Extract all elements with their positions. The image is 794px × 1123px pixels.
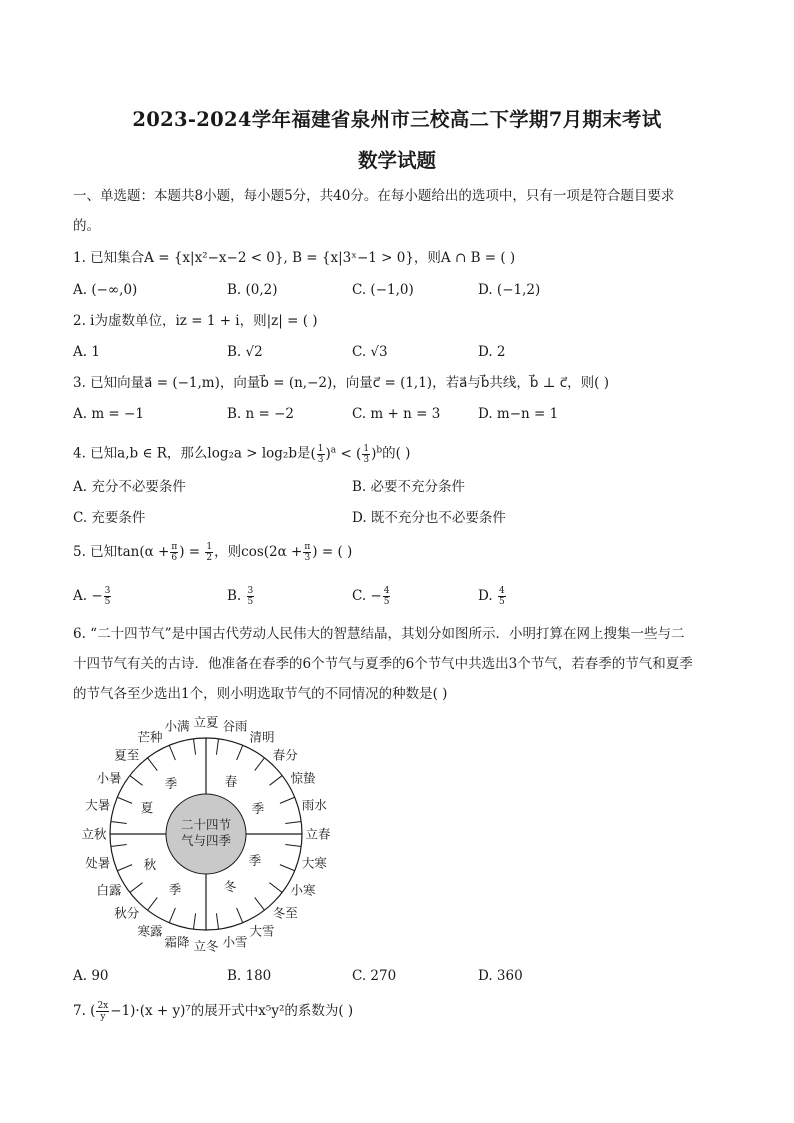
season-label-summer: 夏: [140, 800, 154, 815]
season-label-spring: 春: [224, 774, 238, 789]
section-heading-cont: 的。: [73, 218, 100, 234]
tick-mark: [169, 908, 175, 923]
tick-mark: [193, 739, 195, 755]
solar-terms-diagram: [76, 714, 336, 954]
page-subtitle: 数学试题: [357, 149, 436, 172]
question-5-option-d: D. $\frac{4}{5}$: [478, 586, 505, 607]
question-1-option-b: B. (0,2): [227, 282, 278, 298]
tick-mark: [280, 865, 295, 871]
tick-mark: [285, 821, 301, 823]
question-6-line-3: 的节气各至少选出1个，则小明选取节气的不同情况的种数是( ): [73, 686, 448, 702]
tick-mark: [193, 913, 195, 929]
tick-mark: [255, 758, 265, 771]
season-label-spring-ji: 季: [251, 801, 265, 816]
power-expression: ( $\frac{1}{3}$ )$^a$ < ( $\frac{1}{3}$ )$^b$: [310, 443, 383, 465]
question-5-option-a: A. − $\frac{3}{5}$: [73, 586, 111, 607]
solar-term-label: 小暑: [96, 770, 122, 786]
solar-term-label: 小雪: [222, 934, 248, 950]
tick-mark: [130, 776, 143, 786]
solar-term-label: 大寒: [301, 855, 327, 871]
solar-term-label: 冬至: [272, 905, 298, 921]
question-1-option-d: D. (−1,2): [478, 282, 541, 298]
question-4-option-a: A. 充分不必要条件: [73, 479, 186, 495]
question-6-option-c: C. 270: [352, 968, 397, 984]
tick-mark: [130, 883, 143, 893]
question-2-option-b: B. √2: [227, 344, 263, 360]
tick-mark: [216, 913, 218, 929]
solar-term-label: 寒露: [137, 923, 163, 939]
question-6-option-d: D. 360: [478, 968, 523, 984]
center-label-line-1: 二十四节: [180, 817, 232, 832]
solar-term-label: 秋分: [114, 905, 140, 921]
solar-term-label: 小寒: [290, 882, 316, 898]
solar-term-label: 立春: [305, 826, 331, 842]
question-1-option-c: C. (−1,0): [352, 282, 414, 298]
question-4-stem: 4. 已知a,b ∈ R，那么log₂a > log₂b是( $\frac{1}{3}$ )$^a$ < ( $\frac{1}{3}$ )$^b$的( ): [73, 443, 411, 465]
season-label-winter-ji-top: 季: [248, 853, 262, 868]
solar-term-label: 芒种: [137, 729, 163, 745]
solar-term-label: 惊蛰: [290, 770, 316, 786]
question-2-option-d: D. 2: [478, 344, 506, 360]
tick-mark: [237, 908, 243, 923]
tick-mark: [117, 797, 132, 803]
question-1-stem: 1. 已知集合A = {x|x²−x−2 < 0}, B = {x|3ˣ−1 > 0}，则A ∩ B = ( ): [73, 250, 516, 266]
question-6-option-a: A. 90: [73, 968, 109, 984]
question-4-option-c: C. 充要条件: [73, 510, 146, 526]
question-6-option-b: B. 180: [227, 968, 272, 984]
season-label-winter: 冬: [223, 879, 237, 894]
question-3-stem: 3. 已知向量a⃗ = (−1,m)，向量b⃗ = (n,−2)，向量c⃗ = (1,1)，若a⃗与b⃗共线，b⃗ ⊥ c⃗，则( ): [73, 375, 610, 391]
tick-mark: [285, 844, 301, 846]
season-label-autumn: 秋: [143, 857, 157, 872]
solar-term-label: 白露: [96, 882, 122, 898]
question-4-option-b: B. 必要不充分条件: [352, 479, 466, 495]
page-title: 2023-2024学年福建省泉州市三校高二下学期7月期末考试: [132, 108, 662, 131]
season-label-summer-ji: 季: [164, 776, 178, 791]
tick-mark: [148, 758, 158, 771]
tick-mark: [237, 745, 243, 760]
tick-mark: [148, 897, 158, 910]
solar-term-label: 夏至: [114, 747, 140, 763]
solar-term-label: 清明: [249, 729, 275, 745]
solar-term-label: 春分: [272, 747, 298, 763]
tick-mark: [280, 797, 295, 803]
question-3-option-b: B. n = −2: [227, 406, 294, 422]
question-5-option-b: B. $\frac{3}{5}$: [227, 586, 254, 607]
tick-mark: [255, 897, 265, 910]
question-5-option-c: C. − $\frac{4}{5}$: [352, 586, 390, 607]
tick-mark: [216, 739, 218, 755]
question-2-stem: 2. i为虚数单位，iz = 1 + i，则|z| = ( ): [73, 313, 318, 329]
solar-term-label: 谷雨: [222, 718, 248, 734]
tick-mark: [269, 883, 282, 893]
center-label-line-2: 气与四季: [180, 833, 232, 848]
solar-term-label: 雨水: [301, 797, 327, 813]
solar-term-label: 大雪: [249, 923, 275, 939]
tick-mark: [117, 865, 132, 871]
solar-term-label: 立秋: [81, 826, 107, 842]
solar-term-label: 霜降: [164, 934, 190, 950]
tick-mark: [111, 821, 127, 823]
question-2-option-c: C. √3: [352, 344, 388, 360]
solar-term-label: 小满: [164, 718, 190, 734]
question-1-option-a: A. (−∞,0): [73, 282, 138, 298]
solar-term-label: 立冬: [193, 938, 219, 954]
tick-mark: [269, 776, 282, 786]
question-3-option-a: A. m = −1: [73, 406, 144, 422]
section-heading: 一、单选题：本题共8小题，每小题5分，共40分。在每小题给出的选项中，只有一项是符合题目要求: [73, 188, 675, 204]
question-2-option-a: A. 1: [73, 344, 100, 360]
season-label-autumn-ji: 季: [168, 882, 182, 897]
question-3-option-d: D. m−n = 1: [478, 406, 559, 422]
question-7-stem: 7. ( $\frac{2x}{y}$ −1)·(x + y)⁷的展开式中x⁵y²的系数为( ): [73, 1001, 354, 1022]
tick-mark: [169, 745, 175, 760]
question-5-stem: 5. 已知tan(α + $\frac{\pi}{6}$ ) = $\frac{1}{2}$ ，则cos(2α + $\frac{\pi}{3}$ ) = ( ): [73, 542, 353, 563]
solar-term-label: 立夏: [193, 714, 219, 730]
solar-term-label: 处暑: [85, 855, 111, 871]
question-6-line-1: 6. “二十四节气”是中国古代劳动人民伟大的智慧结晶，其划分如图所示．小明打算在网上搜集一些与二: [73, 626, 685, 642]
tick-mark: [111, 844, 127, 846]
question-6-line-2: 十四节气有关的古诗．他准备在春季的6个节气与夏季的6个节气中共选出3个节气，若春季的节气和夏季: [73, 656, 693, 672]
question-3-option-c: C. m + n = 3: [352, 406, 441, 422]
question-4-option-d: D. 既不充分也不必要条件: [352, 510, 506, 526]
solar-term-label: 大暑: [85, 797, 111, 813]
